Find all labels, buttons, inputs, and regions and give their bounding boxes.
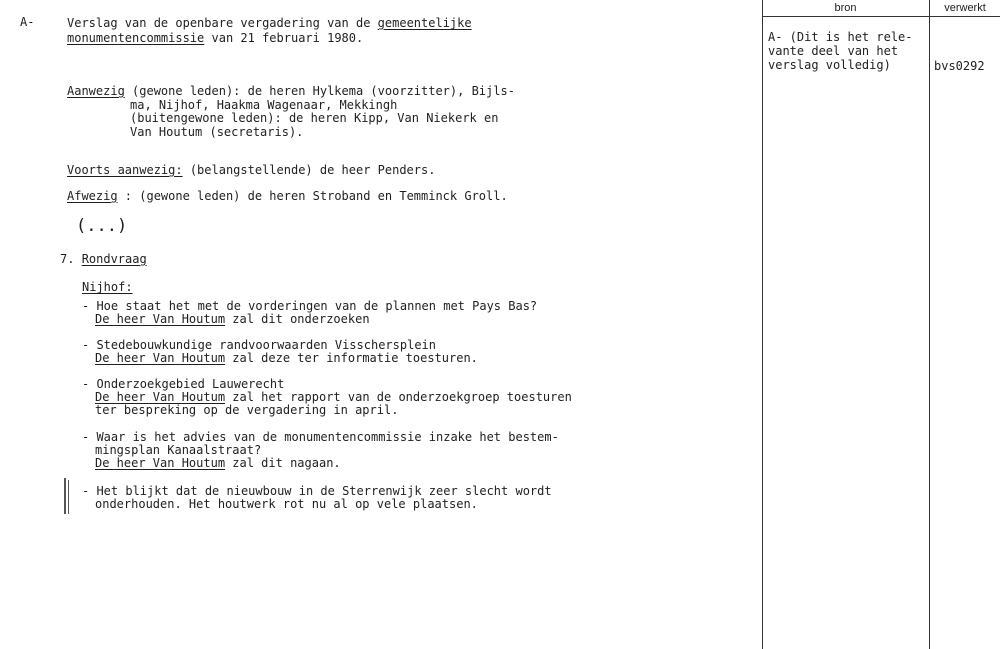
table-header-rule (762, 16, 1000, 17)
responsible-person: De heer Van Houtum (95, 456, 226, 470)
list-item: - Het blijkt dat de nieuwbouw in de Sterrenwijk zeer slecht wordt (82, 484, 552, 498)
list-item-continuation: mingsplan Kanaalstraat? (95, 443, 262, 457)
list-item: - Onderzoekgebied Lauwerecht (82, 377, 285, 391)
bron-line: A- (Dit is het rele- (768, 30, 913, 44)
list-item-response (95, 351, 478, 366)
list-item: - Hoe staat het met de vorderingen van de plannen met Pays Bas? (82, 299, 538, 313)
margin-mark (64, 478, 66, 514)
also-present-label: Voorts aanwezig: (67, 163, 183, 177)
table-divider-left (762, 0, 763, 649)
absent-text: : (gewone leden) de heren Stroband en Temminck Groll. (117, 189, 508, 203)
document-title (67, 16, 472, 31)
list-item-continuation: ter bespreking op de vergadering in april. (95, 403, 399, 417)
list-item-response (95, 312, 370, 327)
response-text: zal dit onderzoeken (225, 312, 370, 326)
responsible-person: De heer Van Houtum (95, 312, 226, 326)
also-present-text: (belangstellende) de heer Penders. (182, 163, 436, 177)
present-line: Van Houtum (secretaris). (130, 125, 304, 139)
table-divider-middle (929, 0, 930, 649)
verwerkt-code: bvs0292 (934, 59, 985, 73)
absent-label: Afwezig (67, 189, 118, 203)
response-text: zal het rapport van de onderzoekgroep toesturen (225, 390, 572, 404)
title-text: van 21 februari 1980. (204, 31, 364, 45)
also-present-line (67, 163, 435, 178)
ellipsis: (...) (76, 216, 128, 236)
list-item-continuation: onderhouden. Het houtwerk rot nu al op vele plaatsen. (95, 497, 478, 511)
response-text: zal dit nagaan. (225, 456, 341, 470)
margin-mark (68, 480, 69, 514)
title-underlined: monumentencommissie (67, 31, 205, 45)
response-text: zal deze ter informatie toesturen. (225, 351, 478, 365)
present-line: (buitengewone leden): de heren Kipp, Van Niekerk en (130, 111, 499, 125)
list-item: - Waar is het advies van de monumentencommissie inzake het bestem- (82, 430, 559, 444)
title-text: Verslag van de openbare vergadering van de (67, 16, 378, 30)
speaker-name: Nijhof: (82, 280, 133, 294)
bron-line: verslag volledig) (768, 58, 891, 72)
section-heading (60, 252, 147, 267)
section-title: Rondvraag (81, 252, 147, 266)
section-number: 7. (60, 252, 82, 266)
header-verwerkt: verwerkt (944, 2, 986, 14)
responsible-person: De heer Van Houtum (95, 351, 226, 365)
absent-line (67, 189, 508, 204)
present-label: Aanwezig (67, 84, 125, 98)
title-underlined: gemeentelijke (377, 16, 472, 30)
bron-line: vante deel van het (768, 44, 899, 58)
list-item-response (95, 456, 341, 471)
present-line (67, 84, 515, 99)
speaker-label (82, 280, 133, 295)
present-text: (gewone leden): de heren Hylkema (voorzitter), Bijls- (124, 84, 515, 98)
header-bron: bron (834, 2, 857, 14)
present-line: ma, Nijhof, Haakma Wagenaar, Mekkingh (130, 98, 398, 112)
list-item: - Stedebouwkundige randvoorwaarden Visschersplein (82, 338, 437, 352)
document-title-line2 (67, 31, 363, 46)
section-marker: A- (20, 15, 35, 29)
responsible-person: De heer Van Houtum (95, 390, 226, 404)
